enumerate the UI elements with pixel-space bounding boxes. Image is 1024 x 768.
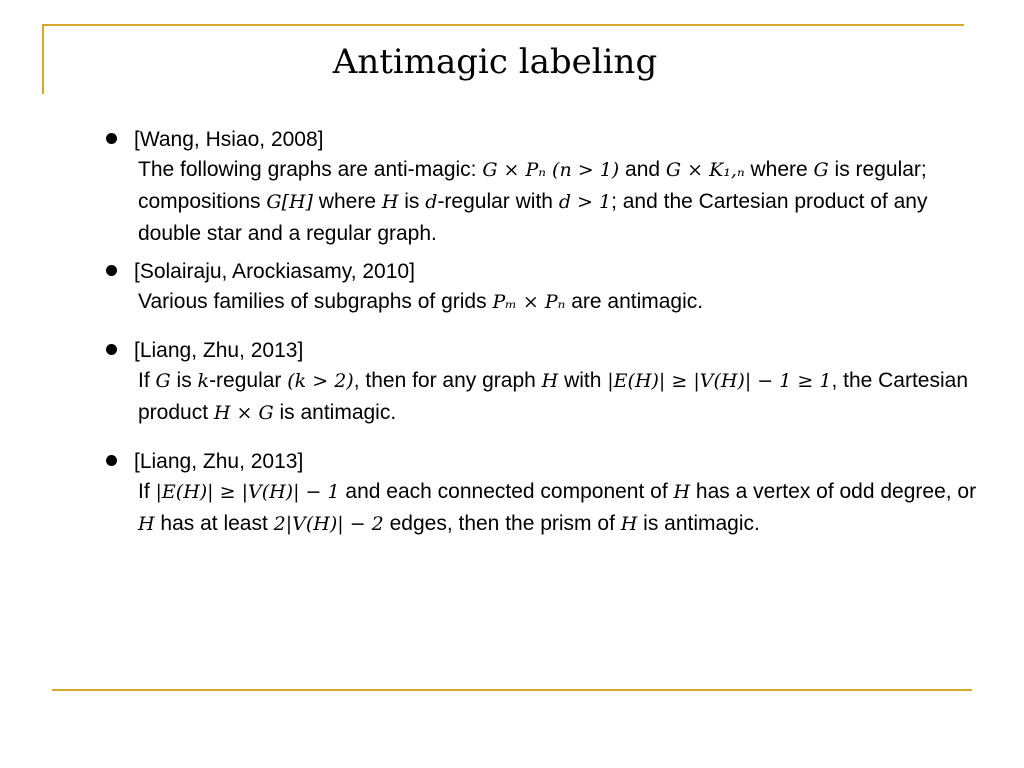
text-run: , the Cartesian product bbox=[138, 369, 969, 424]
text-run: ; and the Cartesian product of any double star and a regular graph. bbox=[138, 190, 928, 245]
text-run: where bbox=[312, 190, 382, 213]
bullet-dot-icon bbox=[106, 344, 117, 355]
math-expression: H × G bbox=[213, 402, 274, 424]
math-expression: G bbox=[813, 159, 829, 181]
bullet-item-liang-zhu-2 bbox=[106, 447, 996, 540]
math-expression: G × K₁,ₙ bbox=[665, 159, 745, 181]
item-body bbox=[138, 286, 996, 318]
math-expression: d > 1 bbox=[558, 191, 612, 213]
text-run: with bbox=[558, 369, 608, 392]
math-expression: G bbox=[155, 370, 171, 392]
bottom-rule bbox=[52, 689, 972, 691]
math-expression: H bbox=[138, 513, 155, 535]
text-run: has a vertex of odd degree, or bbox=[690, 480, 977, 503]
math-expression: 2|V(H)| − 2 bbox=[273, 513, 384, 535]
text-run: is antimagic. bbox=[273, 401, 397, 424]
text-run: is bbox=[170, 369, 198, 392]
text-run: has at least bbox=[154, 512, 274, 535]
text-run: If bbox=[138, 480, 156, 503]
bullet-item-solairaju bbox=[106, 257, 996, 318]
item-body bbox=[138, 476, 996, 540]
text-run: is regular; compositions bbox=[138, 158, 927, 213]
text-run: , then for any graph bbox=[353, 369, 542, 392]
text-run: is antimagic. bbox=[637, 512, 760, 535]
item-body bbox=[138, 365, 996, 429]
text-run: If bbox=[138, 369, 156, 392]
math-expression: |E(H)| ≥ |V(H)| − 1 ≥ 1 bbox=[607, 370, 832, 392]
bullet-list bbox=[106, 125, 996, 548]
text-run: and each connected component of bbox=[339, 480, 674, 503]
bullet-item-wang-hsiao bbox=[106, 125, 996, 249]
text-run: where bbox=[744, 158, 814, 181]
math-expression: H bbox=[673, 481, 691, 503]
math-expression: (k > 2) bbox=[287, 370, 354, 392]
bullet-dot-icon bbox=[106, 455, 117, 466]
citation: [Wang, Hsiao, 2008] bbox=[134, 128, 324, 151]
text-run: edges, then the prism of bbox=[383, 512, 621, 535]
bullet-dot-icon bbox=[106, 133, 117, 144]
math-expression: Pₘ × Pₙ bbox=[492, 291, 566, 313]
text-run: Various families of subgraphs of grids bbox=[138, 290, 493, 313]
top-rule bbox=[42, 24, 964, 26]
math-expression: d bbox=[425, 191, 438, 213]
citation: [Liang, Zhu, 2013] bbox=[134, 450, 304, 473]
item-body bbox=[138, 154, 996, 249]
slide-title: Antimagic labeling bbox=[332, 42, 658, 82]
math-expression: |E(H)| ≥ |V(H)| − 1 bbox=[155, 481, 340, 503]
text-run: -regular bbox=[209, 369, 288, 392]
text-run: is bbox=[398, 190, 426, 213]
citation: [Liang, Zhu, 2013] bbox=[134, 339, 304, 362]
citation: [Solairaju, Arockiasamy, 2010] bbox=[134, 260, 415, 283]
math-expression: G[H] bbox=[266, 191, 313, 213]
bullet-item-liang-zhu-1 bbox=[106, 336, 996, 429]
math-expression: H bbox=[381, 191, 399, 213]
math-expression: G × Pₙ (n > 1) bbox=[482, 159, 620, 181]
math-expression: k bbox=[197, 370, 210, 392]
text-run: The following graphs are anti-magic: bbox=[138, 158, 483, 181]
text-run: are antimagic. bbox=[565, 290, 704, 313]
math-expression: H bbox=[620, 513, 638, 535]
text-run: and bbox=[619, 158, 666, 181]
text-run: -regular with bbox=[437, 190, 559, 213]
bullet-dot-icon bbox=[106, 265, 117, 276]
math-expression: H bbox=[541, 370, 559, 392]
